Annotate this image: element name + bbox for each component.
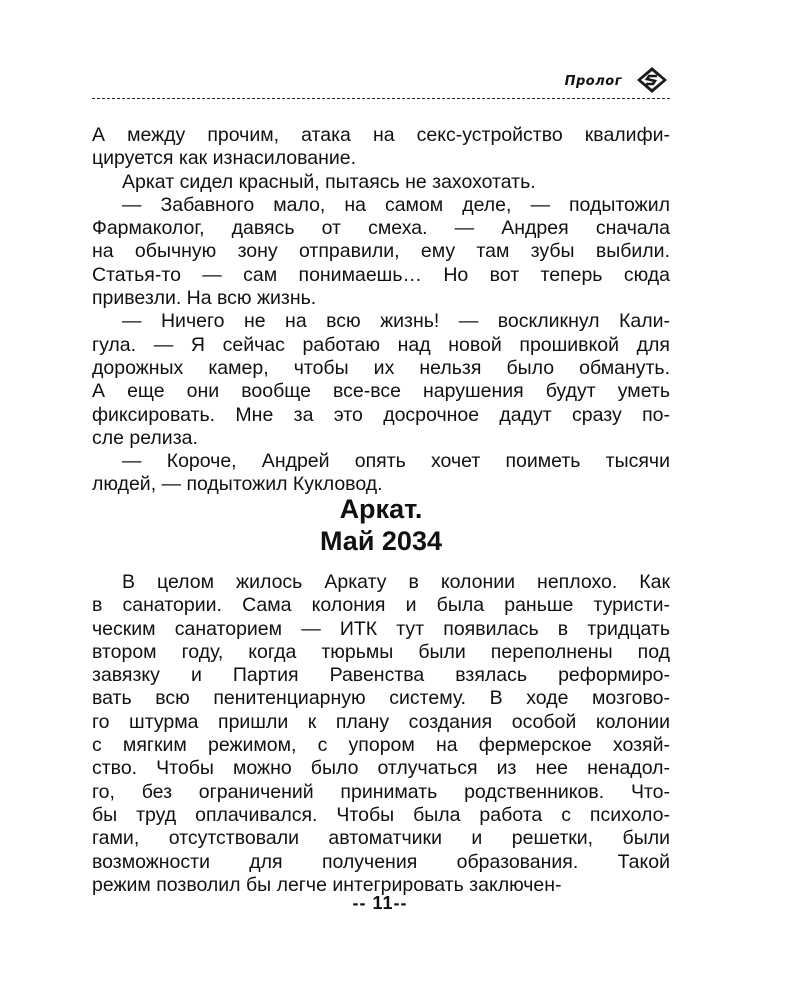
body-text-bottom: [92, 571, 670, 897]
text-line: ческим санаторием — ИТК тут появилась в тридцать: [92, 617, 670, 640]
running-head: [92, 62, 670, 99]
text-line: — Короче, Андрей опять хочет поиметь тысячи: [122, 450, 670, 473]
text-line: людей, — подытожил Кукловод.: [92, 473, 383, 496]
text-line: Статья-то — сам понимаешь… Но вот теперь сюда: [92, 263, 670, 286]
text-line: Аркат сидел красный, пытаясь не захохотать.: [122, 170, 536, 193]
text-line: дорожных камер, чтобы их нельзя было обмануть.: [92, 356, 670, 379]
text-line: в санатории. Сама колония и была раньше туристи-: [92, 594, 670, 617]
chapter-heading: [92, 493, 670, 557]
text-line: го штурма пришли к плану создания особой колонии: [92, 710, 670, 733]
text-line: завязку и Партия Равенства взялась реформиро-: [92, 664, 670, 687]
chapter-title: Аркат.: [339, 494, 423, 524]
text-line: — Забавного мало, на самом деле, — подытожил: [122, 193, 670, 216]
section-label: Пролог: [564, 74, 622, 89]
text-line: на обычную зону отправили, ему там зубы выбили.: [92, 240, 670, 263]
text-line: А еще они вообще все-все нарушения будут уметь: [92, 380, 670, 403]
text-line: режим позволил бы легче интегрировать заключен-: [92, 873, 562, 896]
text-line: ство. Чтобы можно было отлучаться из нее ненадол-: [92, 757, 670, 780]
text-line: сле релиза.: [92, 426, 198, 449]
text-line: привезли. На всю жизнь.: [92, 287, 317, 310]
text-line: В целом жилось Аркату в колонии неплохо. Как: [122, 571, 670, 593]
text-line: гула. — Я сейчас работаю над новой прошивкой для: [92, 333, 670, 356]
text-line: гами, отсутствовали автоматчики и решетки, были: [92, 827, 670, 850]
text-line: го, без ограничений принимать родственников. Что-: [92, 780, 670, 803]
text-line: цируется как изнасилование.: [92, 147, 357, 170]
text-line: с мягким режимом, с упором на фермерское хозяй-: [92, 734, 670, 757]
text-line: бы труд оплачивался. Чтобы была работа с психоло-: [92, 803, 670, 826]
text-line: Фармаколог, давясь от смеха. — Андрея сначала: [92, 217, 670, 240]
text-line: возможности для получения образования. Такой: [92, 850, 670, 873]
diamond-s-emblem-icon: [636, 66, 668, 94]
page-number: -- 11--: [352, 893, 408, 913]
text-line: вать всю пенитенциарную систему. В ходе мозгово-: [92, 687, 670, 710]
text-line: втором году, когда тюрьмы были переполнены под: [92, 640, 670, 663]
text-line: — Ничего не на всю жизнь! — воскликнул Кали-: [122, 310, 670, 333]
chapter-date: Май 2034: [319, 526, 442, 556]
text-line: А между прочим, атака на секс-устройство квалифи-: [92, 124, 670, 146]
body-text-top: [92, 124, 670, 497]
text-line: фиксировать. Мне за это досрочное дадут сразу по-: [92, 403, 670, 426]
